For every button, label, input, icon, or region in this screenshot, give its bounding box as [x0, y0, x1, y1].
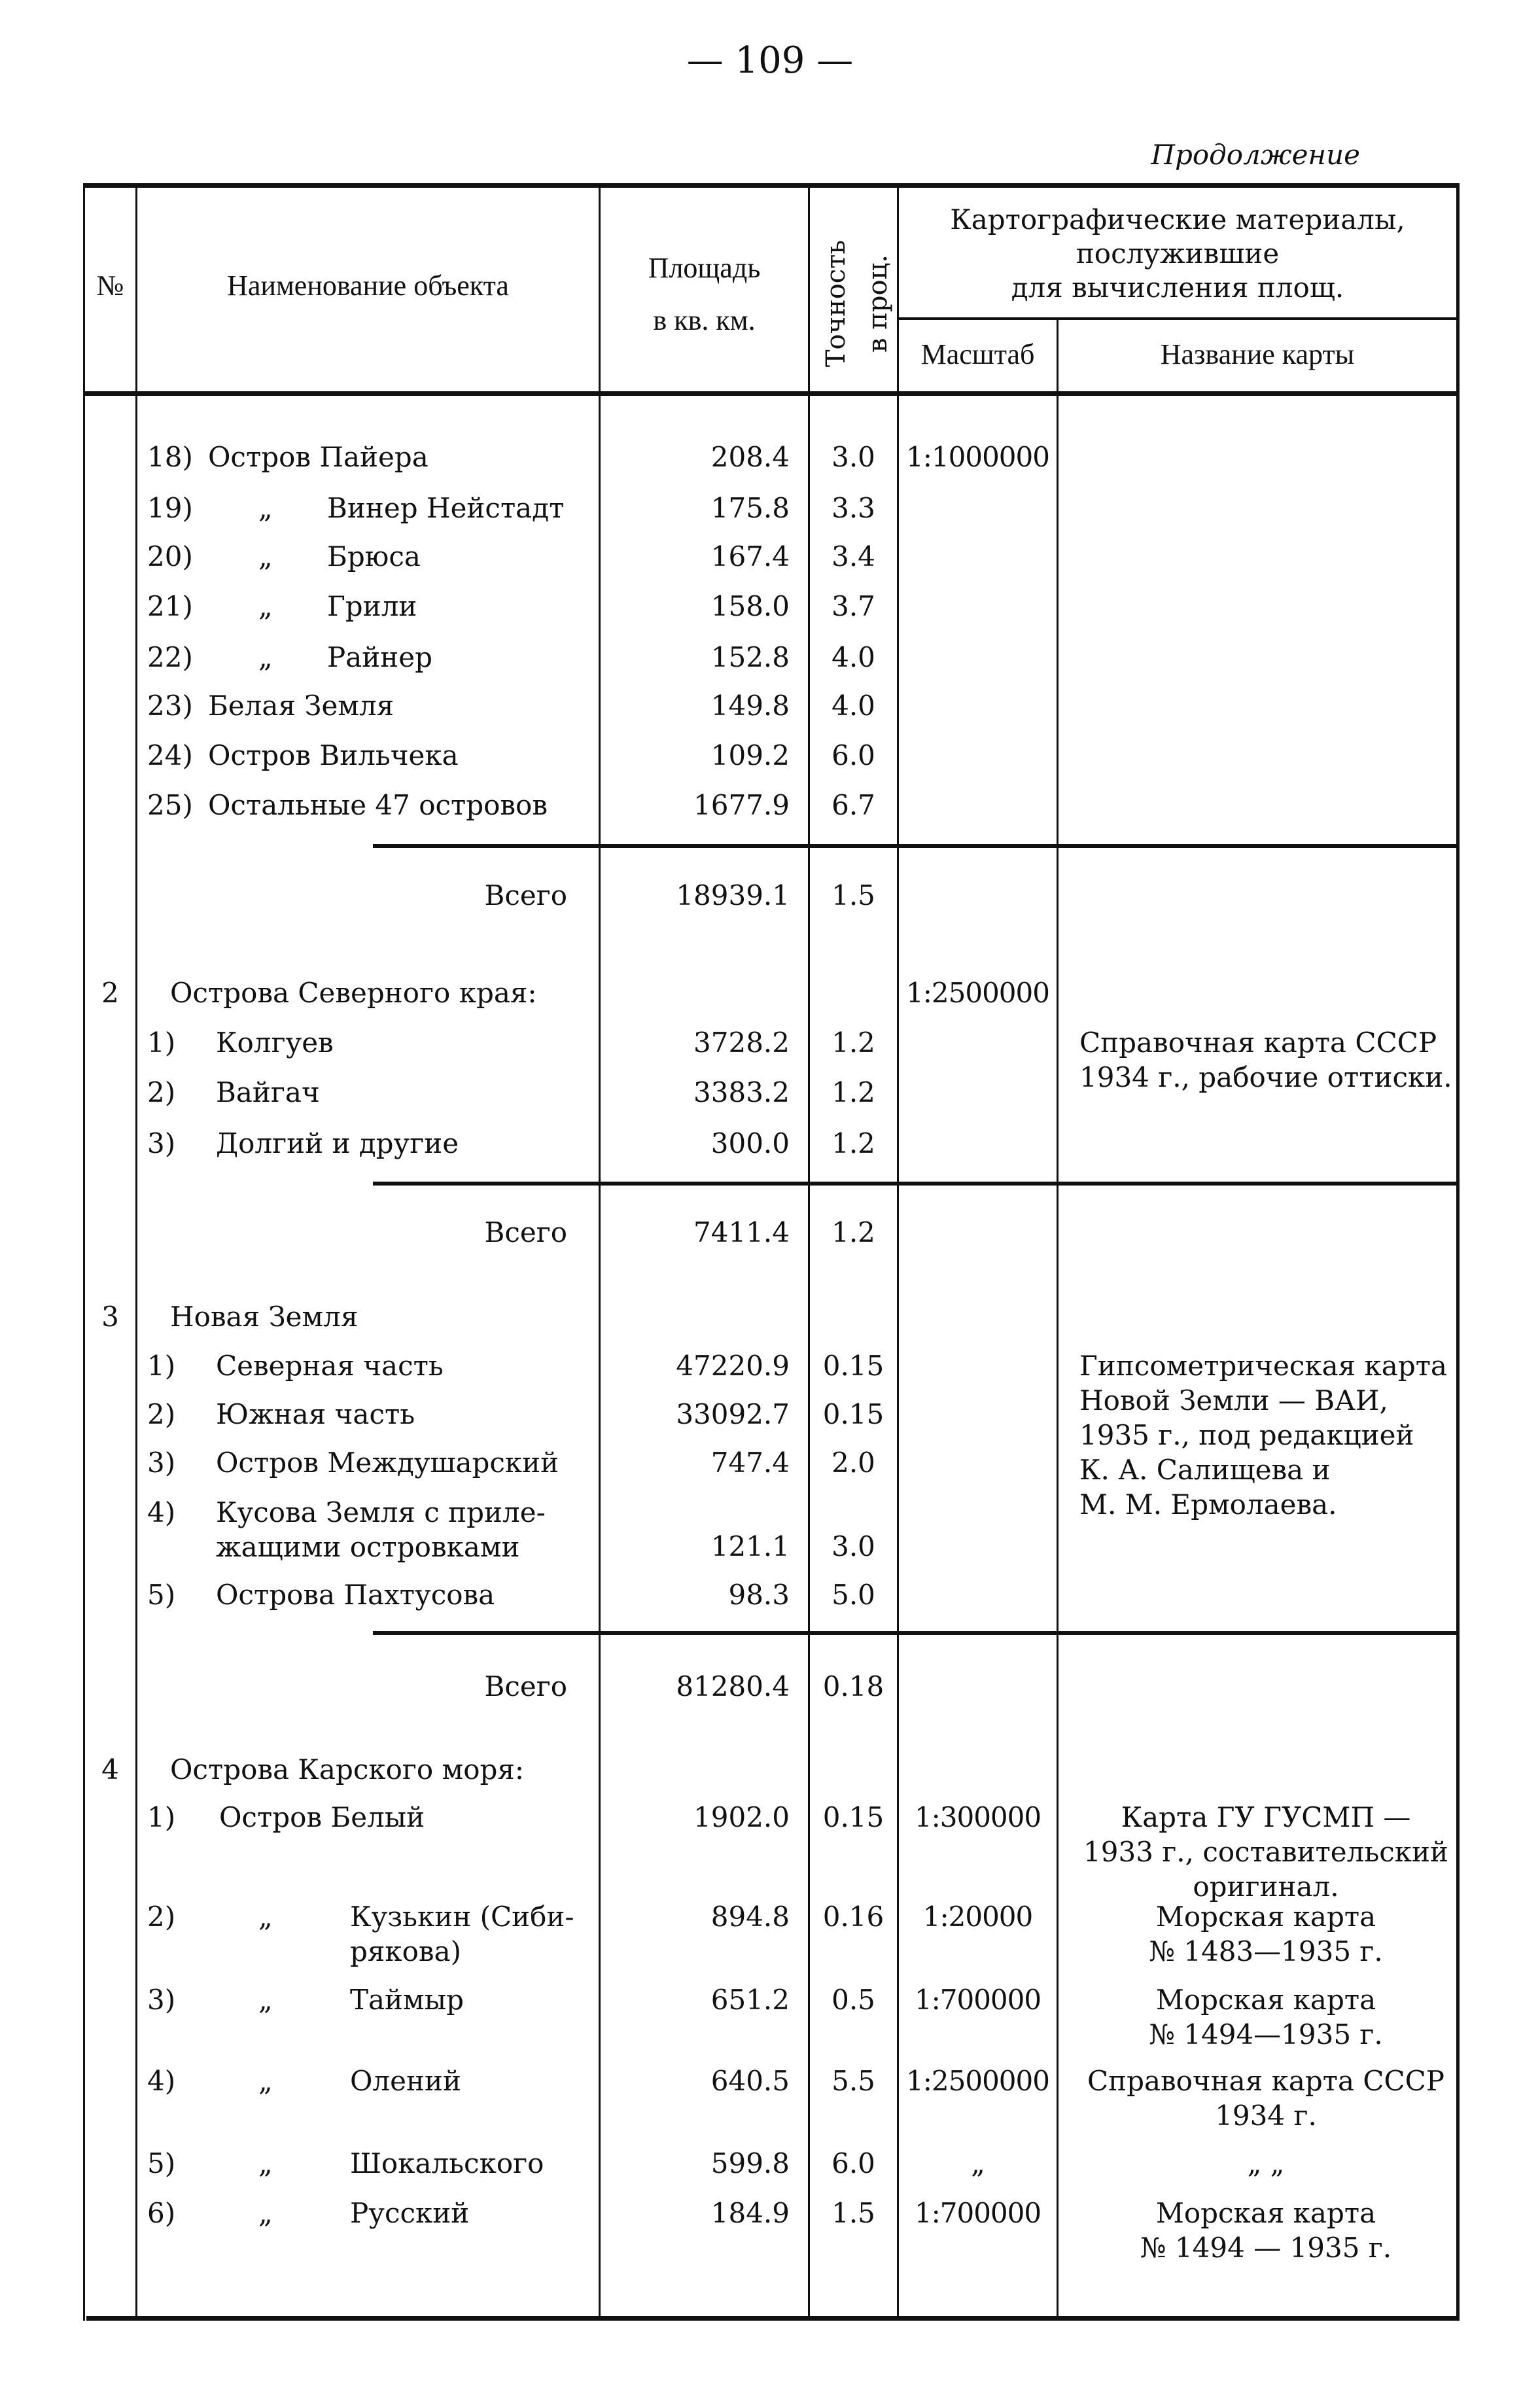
area-value: 894.8 [710, 1901, 790, 1933]
map-name: Справочная карта СССР 1934 г., рабочие оттиски. [1079, 1026, 1452, 1093]
item-name: Шокальского [350, 2147, 544, 2180]
ditto-mark: „ [258, 589, 273, 622]
ditto-mark: „ [258, 2064, 273, 2097]
total-label: Всего [484, 1216, 567, 1248]
accuracy-value: 0.15 [822, 1350, 884, 1382]
map-name: Карта ГУ ГУСМП — 1933 г., составительский оригинал. [1083, 1801, 1448, 1903]
item-number: 5) [147, 1579, 176, 1611]
accuracy-value: 1.2 [831, 1127, 875, 1159]
accuracy-value: 3.7 [831, 589, 875, 622]
section-number: 2 [101, 977, 119, 1009]
accuracy-value: 1.5 [831, 879, 875, 911]
col-divider [599, 185, 601, 2318]
area-value: 121.1 [710, 1530, 790, 1563]
header-scale: Масштаб [920, 338, 1035, 370]
item-number: 18) [147, 441, 193, 474]
area-value: 208.4 [710, 441, 790, 474]
item-number: 1) [147, 1026, 176, 1059]
ditto-mark: „ [258, 1901, 273, 1933]
area-value: 651.2 [710, 1983, 790, 2016]
table-bottom-rule [86, 2316, 1458, 2321]
accuracy-value: 0.18 [822, 1670, 884, 1703]
item-number: 3) [147, 1983, 176, 2016]
item-number: 5) [147, 2147, 176, 2180]
accuracy-value: 2.0 [831, 1446, 875, 1479]
area-value: 47220.9 [676, 1350, 790, 1382]
ditto-mark: „ [258, 641, 273, 674]
accuracy-value: 0.16 [822, 1901, 884, 1933]
area-value: 7411.4 [693, 1216, 790, 1248]
header-area: Площадь в кв. км. [648, 252, 761, 336]
item-name: Колгуев [216, 1026, 334, 1059]
header-materials: Картографические материалы, послужившие для вычисления площ. [950, 203, 1405, 304]
area-value: 1677.9 [693, 788, 790, 821]
accuracy-value: 3.4 [831, 540, 875, 572]
scale-value: 1:1000000 [906, 441, 1049, 474]
header-sub-rule [897, 317, 1458, 320]
accuracy-value: 4.0 [831, 689, 875, 722]
accuracy-value: 1.5 [831, 2197, 875, 2230]
accuracy-value: 3.3 [831, 492, 875, 525]
scale-value: 1:20000 [922, 1901, 1033, 1933]
scale-value: 1:700000 [914, 2197, 1041, 2230]
item-number: 20) [147, 540, 193, 572]
scale-value: 1:700000 [914, 1983, 1041, 2016]
ditto-mark: „ [258, 492, 273, 525]
item-number: 21) [147, 589, 193, 622]
accuracy-value: 1.2 [831, 1216, 875, 1248]
accuracy-value: 0.15 [822, 1398, 884, 1430]
area-value: 81280.4 [676, 1670, 790, 1703]
map-name: Морская карта № 1494—1935 г. [1149, 1983, 1383, 2050]
area-value: 109.2 [710, 739, 790, 771]
item-name: Кузькин (Сиби- рякова) [350, 1901, 574, 1968]
item-number: 19) [147, 492, 193, 525]
accuracy-value: 5.5 [831, 2064, 875, 2097]
section-rule [373, 1182, 1458, 1186]
item-name: Русский [350, 2197, 470, 2230]
item-name: Олений [350, 2064, 461, 2097]
item-name: Брюса [327, 540, 421, 572]
item-number: 1) [147, 1350, 176, 1382]
section-number: 4 [101, 1753, 119, 1785]
section-number: 3 [101, 1300, 119, 1333]
header-name: Наименование объекта [227, 270, 509, 302]
item-name: Остров Пайера [208, 441, 429, 474]
item-name: Острова Пахтусова [216, 1579, 495, 1611]
section-title: Новая Земля [170, 1300, 359, 1333]
item-name: Кусова Земля с приле- жащими островками [216, 1496, 546, 1563]
item-number: 2) [147, 1901, 176, 1933]
ditto-mark: „ [258, 1983, 273, 2016]
table-right-border [1456, 183, 1460, 2321]
ditto-mark: „ [258, 2147, 273, 2180]
accuracy-value: 4.0 [831, 641, 875, 674]
item-number: 2) [147, 1398, 176, 1430]
accuracy-value: 6.7 [831, 788, 875, 821]
ditto-mark: „ [258, 2197, 273, 2230]
total-label: Всего [484, 879, 567, 911]
area-value: 747.4 [710, 1446, 790, 1479]
item-name: Южная часть [216, 1398, 415, 1430]
map-name: Морская карта № 1483—1935 г. [1149, 1901, 1383, 1968]
item-name: Остров Вильчека [208, 739, 459, 771]
area-value: 640.5 [710, 2064, 790, 2097]
accuracy-value: 6.0 [831, 2147, 875, 2180]
ditto-mark: „ [258, 540, 273, 572]
area-value: 98.3 [728, 1579, 790, 1611]
item-number: 24) [147, 739, 193, 771]
map-name: Справочная карта СССР 1934 г. [1087, 2064, 1445, 2132]
item-name: Винер Нейстадт [327, 492, 565, 525]
scale-value: 1:2500000 [906, 977, 1049, 1009]
accuracy-value: 6.0 [831, 739, 875, 771]
item-number: 4) [147, 1496, 176, 1528]
accuracy-value: 0.5 [831, 1983, 875, 2016]
continuation-label: Продолжение [1151, 139, 1360, 171]
accuracy-value: 5.0 [831, 1579, 875, 1611]
accuracy-value: 3.0 [831, 1530, 875, 1563]
section-title: Острова Северного края: [170, 977, 537, 1009]
header-map-name: Название карты [1160, 338, 1355, 370]
item-name: Северная часть [216, 1350, 444, 1382]
map-name: Гипсометрическая карта Новой Земли — ВАИ, 1935 г., под редакцией К. А. Салищева и М. М. Ермолаева. [1079, 1350, 1447, 1521]
item-name: Белая Земля [208, 689, 394, 722]
accuracy-value: 0.15 [822, 1801, 884, 1834]
area-value: 599.8 [710, 2147, 790, 2180]
item-number: 3) [147, 1446, 176, 1479]
item-name: Вайгач [216, 1076, 320, 1108]
accuracy-value: 1.2 [831, 1076, 875, 1108]
section-rule [373, 1631, 1458, 1635]
item-number: 3) [147, 1127, 176, 1159]
table-top-rule [83, 183, 1458, 188]
item-name: Остров Междушарский [216, 1446, 559, 1479]
section-title: Острова Карского моря: [170, 1753, 525, 1785]
table-left-border [83, 183, 85, 2321]
item-number: 2) [147, 1076, 176, 1108]
item-name: Остров Белый [219, 1801, 425, 1834]
scale-value: „ [971, 2147, 985, 2180]
header-num: № [96, 270, 124, 302]
accuracy-value: 3.0 [831, 441, 875, 474]
map-name: Морская карта № 1494 — 1935 г. [1140, 2197, 1392, 2264]
item-name: Остальные 47 островов [208, 788, 548, 821]
item-name: Долгий и другие [216, 1127, 459, 1159]
item-number: 4) [147, 2064, 176, 2097]
area-value: 158.0 [710, 589, 790, 622]
area-value: 1902.0 [693, 1801, 790, 1834]
accuracy-value: 1.2 [831, 1026, 875, 1059]
area-value: 175.8 [710, 492, 790, 525]
item-name: Грили [327, 589, 417, 622]
area-value: 3383.2 [693, 1076, 790, 1108]
item-name: Таймыр [350, 1983, 464, 2016]
col-divider [135, 185, 137, 2318]
item-name: Райнер [327, 641, 433, 674]
map-name: „ „ [1247, 2147, 1285, 2180]
area-value: 152.8 [710, 641, 790, 674]
item-number: 22) [147, 641, 193, 674]
area-value: 33092.7 [676, 1398, 790, 1430]
area-value: 300.0 [710, 1127, 790, 1159]
area-value: 18939.1 [676, 879, 790, 911]
item-number: 1) [147, 1801, 176, 1834]
header-bottom-rule [83, 391, 1458, 396]
page-number: — 109 — [686, 39, 854, 82]
header-accuracy: Точность в проц. [821, 239, 893, 368]
col-divider [1057, 319, 1059, 2318]
scale-value: 1:300000 [914, 1801, 1041, 1834]
total-label: Всего [484, 1670, 567, 1703]
area-value: 184.9 [710, 2197, 790, 2230]
area-value: 149.8 [710, 689, 790, 722]
item-number: 25) [147, 788, 193, 821]
item-number: 23) [147, 689, 193, 722]
section-rule [373, 844, 1458, 848]
scale-value: 1:2500000 [906, 2064, 1049, 2097]
area-value: 167.4 [710, 540, 790, 572]
item-number: 6) [147, 2197, 176, 2230]
area-value: 3728.2 [693, 1026, 790, 1059]
